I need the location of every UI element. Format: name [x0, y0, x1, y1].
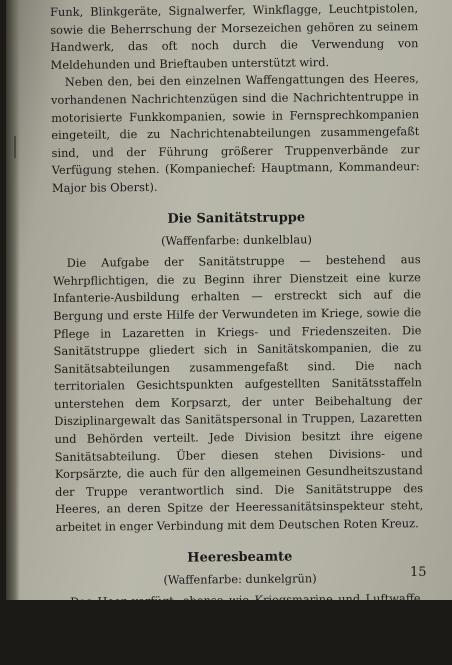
page-text-block	[50, 0, 425, 664]
intro-paragraph: Funk, Blinkgeräte, Signalwerfer, Winkflagge, Leuchtpistolen, sowie die Beherrschung der Morsezeichen gehören zu seinem Handwerk, das oft noch durch die Verwendung von Meldehunden und Brieftauben unterstützt wird.	[50, 1, 419, 72]
section-title-heeresbeamte: Heeresbeamte	[187, 549, 293, 566]
signal-troops-paragraph: Neben den, bei den einzelnen Waffengattungen des Heeres, vorhandenen Nachrichtenzügen sind die Nachrichtentruppe in motorisierte Funkkompanien, sowie in Fernsprechkompanien eingeteilt, die zu Nachrichtenabteilungen zusammengefaßt sind, und der Führung größerer Truppenverbände zur Verfügung stehen. (Kompaniechef: Hauptmann, Kommandeur: Major bis Oberst).	[50, 71, 420, 195]
section-title-sanitaetstruppe: Die Sanitätstruppe	[167, 209, 306, 227]
book-page	[6, 0, 452, 662]
page-binding-shadow	[6, 0, 20, 600]
section-color-heeresbeamte: (Waffenfarbe: dunkelgrün)	[163, 570, 317, 587]
margin-mark	[14, 136, 26, 158]
page-number: 15	[410, 565, 427, 580]
heeresbeamte-paragraph: Das Heer verfügt, ebenso wie Kriegsmarine und Luftwaffe, über eine große Anzahl von Heeresbeamten, die der Heeresverwaltung (H.V.) unterstehend entweder dem Reichskriegs-	[56, 591, 425, 662]
sanitaetstruppe-paragraph: Die Aufgabe der Sanitätstruppe — bestehend aus Wehrpflichtigen, die zu Beginn ihrer Dienstzeit eine kurze Infanterie-Ausbildung erhalten — erstreckt sich auf die Bergung und erste Hilfe der Verwundeten im Kriege, sowie die Pflege in Lazaretten in Kriegs- und Friedenszeiten. Die Sanitätstruppe gliedert sich in Sanitätskompanien, die zu Sanitätsabteilungen zusammengefaßt sind. Die nach territorialen Gesichtspunkten aufgestellten Sanitätsstaffeln unterstehen dem Korpsarzt, der unter Beibehaltung der Disziplinargewalt das Sanitätspersonal in Truppen, Lazaretten und Behörden verteilt. Jede Division besitzt ihre eigene Sanitätsabteilung. Über diesen stehen Divisions- und Korpsärzte, die auch für den allgemeinen Gesundheitszustand der Truppe verantwortlich sind. Die Sanitätstruppe des Heeres, an deren Spitze der Heeressanitätsinspekteur steht, arbeitet in enger Verbindung mit dem Deutschen Roten Kreuz.	[52, 252, 424, 535]
section-color-sanitaetstruppe: (Waffenfarbe: dunkelblau)	[160, 231, 312, 248]
